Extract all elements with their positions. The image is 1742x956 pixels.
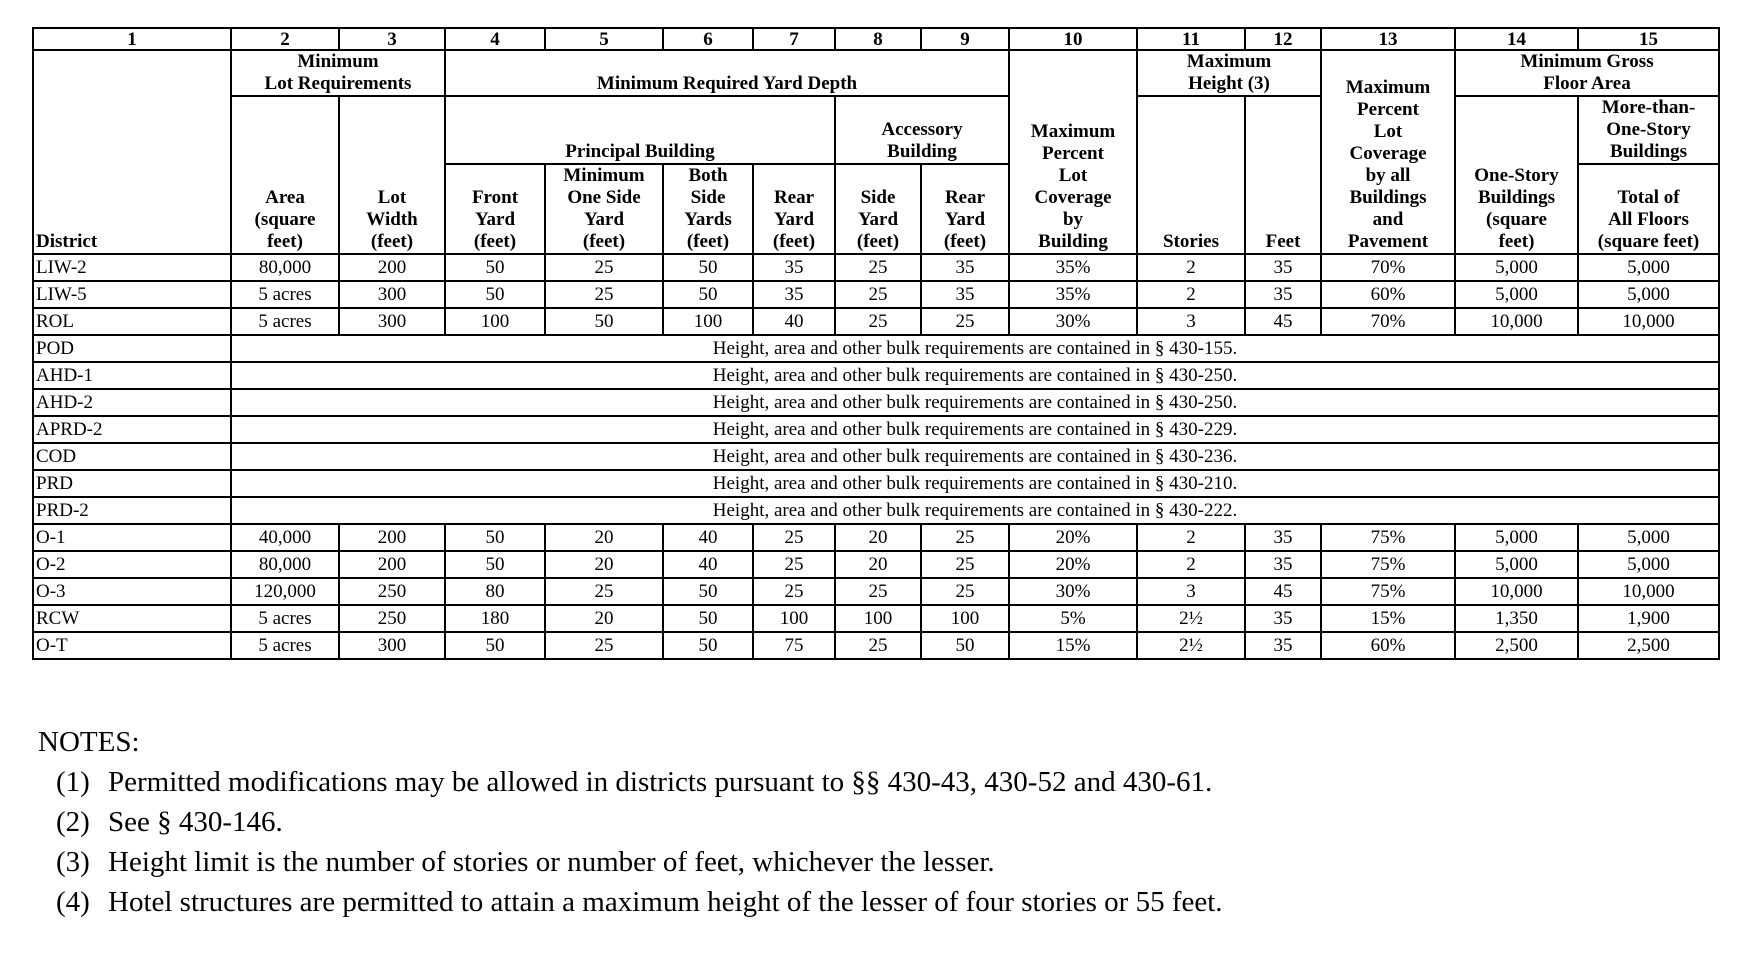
header-feet: Feet: [1245, 96, 1321, 254]
district-cell: PRD: [33, 470, 231, 497]
value-cell: 20: [545, 551, 663, 578]
value-cell: 5,000: [1578, 551, 1719, 578]
header-more-than-one-story: More-than- One-Story Buildings: [1578, 96, 1719, 164]
header-district: District: [33, 50, 231, 254]
value-cell: 300: [339, 632, 445, 659]
district-cell: COD: [33, 443, 231, 470]
value-cell: 200: [339, 524, 445, 551]
table-row: [33, 524, 1719, 551]
bulk-reference-note-cell: Height, area and other bulk requirements are contained in § 430-250.: [231, 362, 1719, 389]
value-cell: 1,350: [1455, 605, 1578, 632]
value-cell: 5,000: [1455, 254, 1578, 281]
value-cell: 25: [545, 578, 663, 605]
header-principal-building: Principal Building: [445, 96, 835, 164]
bulk-reference-note-cell: Height, area and other bulk requirements are contained in § 430-236.: [231, 443, 1719, 470]
value-cell: 20: [835, 524, 921, 551]
value-cell: 50: [921, 632, 1009, 659]
table-row: [33, 281, 1719, 308]
header-subgroup-row: [33, 96, 1719, 164]
header-rear-yard: Rear Yard (feet): [753, 164, 835, 254]
value-cell: 50: [663, 605, 753, 632]
value-cell: 20%: [1009, 551, 1137, 578]
value-cell: 25: [921, 524, 1009, 551]
note-text: Hotel structures are permitted to attain a maximum height of the lesser of four stories or 55 feet.: [108, 886, 1223, 918]
table-row: [33, 470, 1719, 497]
value-cell: 5 acres: [231, 605, 339, 632]
header-minimum-one-side-yard: Minimum One Side Yard (feet): [545, 164, 663, 254]
value-cell: 25: [921, 551, 1009, 578]
value-cell: 25: [921, 578, 1009, 605]
value-cell: 50: [663, 254, 753, 281]
value-cell: 50: [445, 524, 545, 551]
value-cell: 100: [445, 308, 545, 335]
value-cell: 100: [835, 605, 921, 632]
district-cell: APRD-2: [33, 416, 231, 443]
value-cell: 15%: [1321, 605, 1455, 632]
value-cell: 300: [339, 308, 445, 335]
value-cell: 40: [663, 524, 753, 551]
value-cell: 5 acres: [231, 308, 339, 335]
district-cell: O-T: [33, 632, 231, 659]
column-number: 15: [1578, 28, 1719, 50]
table-row: [33, 389, 1719, 416]
bulk-reference-note-cell: Height, area and other bulk requirements are contained in § 430-229.: [231, 416, 1719, 443]
value-cell: 70%: [1321, 254, 1455, 281]
header-both-side-yards: Both Side Yards (feet): [663, 164, 753, 254]
value-cell: 40: [663, 551, 753, 578]
value-cell: 100: [663, 308, 753, 335]
note-number: (1): [56, 766, 90, 798]
note-text: See § 430-146.: [108, 806, 283, 838]
value-cell: 35%: [1009, 254, 1137, 281]
value-cell: 25: [835, 632, 921, 659]
value-cell: 50: [445, 551, 545, 578]
column-number: 1: [33, 28, 231, 50]
value-cell: 10,000: [1578, 308, 1719, 335]
table-row: [33, 254, 1719, 281]
header-minimum-required-yard-depth: Minimum Required Yard Depth: [445, 50, 1009, 96]
header-max-lot-coverage-building: Maximum Percent Lot Coverage by Building: [1009, 50, 1137, 254]
district-cell: RCW: [33, 605, 231, 632]
value-cell: 2,500: [1455, 632, 1578, 659]
table-row: [33, 308, 1719, 335]
note-text: Permitted modifications may be allowed in districts pursuant to §§ 430-43, 430-52 and 430-61.: [108, 766, 1213, 798]
value-cell: 25: [545, 632, 663, 659]
column-number: 2: [231, 28, 339, 50]
bulk-reference-note-cell: Height, area and other bulk requirements are contained in § 430-155.: [231, 335, 1719, 362]
value-cell: 35: [1245, 632, 1321, 659]
table-row: [33, 497, 1719, 524]
value-cell: 40: [753, 308, 835, 335]
value-cell: 300: [339, 281, 445, 308]
value-cell: 35: [1245, 551, 1321, 578]
value-cell: 10,000: [1578, 578, 1719, 605]
value-cell: 25: [921, 308, 1009, 335]
header-max-lot-coverage-all: Maximum Percent Lot Coverage by all Buildings and Pavement: [1321, 50, 1455, 254]
header-accessory-building: Accessory Building: [835, 96, 1009, 164]
district-cell: O-1: [33, 524, 231, 551]
table-row: [33, 416, 1719, 443]
value-cell: 5,000: [1578, 254, 1719, 281]
value-cell: 5 acres: [231, 281, 339, 308]
note-number: (2): [56, 806, 90, 838]
note-item: [38, 882, 1698, 922]
value-cell: 40,000: [231, 524, 339, 551]
value-cell: 35: [1245, 605, 1321, 632]
value-cell: 35: [1245, 281, 1321, 308]
value-cell: 60%: [1321, 632, 1455, 659]
table-row: [33, 632, 1719, 659]
note-number: (3): [56, 846, 90, 878]
value-cell: 10,000: [1455, 308, 1578, 335]
column-number-row: [33, 28, 1719, 50]
header-stories: Stories: [1137, 96, 1245, 254]
value-cell: 15%: [1009, 632, 1137, 659]
value-cell: 50: [663, 281, 753, 308]
notes-title: NOTES:: [38, 726, 140, 758]
value-cell: 60%: [1321, 281, 1455, 308]
note-item: [38, 762, 1698, 802]
column-number: 12: [1245, 28, 1321, 50]
value-cell: 2½: [1137, 605, 1245, 632]
header-maximum-height: Maximum Height (3): [1137, 50, 1321, 96]
value-cell: 20: [545, 524, 663, 551]
column-number: 3: [339, 28, 445, 50]
column-number: 4: [445, 28, 545, 50]
value-cell: 180: [445, 605, 545, 632]
value-cell: 3: [1137, 308, 1245, 335]
table-row: [33, 578, 1719, 605]
value-cell: 2: [1137, 524, 1245, 551]
value-cell: 25: [835, 281, 921, 308]
notes-list: [38, 762, 1698, 922]
value-cell: 25: [753, 578, 835, 605]
value-cell: 75%: [1321, 551, 1455, 578]
district-cell: O-3: [33, 578, 231, 605]
column-number: 5: [545, 28, 663, 50]
value-cell: 50: [545, 308, 663, 335]
value-cell: 50: [663, 578, 753, 605]
value-cell: 25: [753, 524, 835, 551]
value-cell: 10,000: [1455, 578, 1578, 605]
value-cell: 30%: [1009, 578, 1137, 605]
column-number: 7: [753, 28, 835, 50]
value-cell: 200: [339, 551, 445, 578]
value-cell: 25: [835, 578, 921, 605]
district-cell: LIW-5: [33, 281, 231, 308]
value-cell: 50: [445, 254, 545, 281]
value-cell: 25: [835, 254, 921, 281]
header-minimum-lot-requirements: Minimum Lot Requirements: [231, 50, 445, 96]
column-number: 6: [663, 28, 753, 50]
note-text: Height limit is the number of stories or number of feet, whichever the lesser.: [108, 846, 995, 878]
value-cell: 80,000: [231, 551, 339, 578]
value-cell: 5,000: [1578, 281, 1719, 308]
value-cell: 25: [545, 254, 663, 281]
value-cell: 35%: [1009, 281, 1137, 308]
value-cell: 45: [1245, 578, 1321, 605]
value-cell: 75: [753, 632, 835, 659]
note-number: (4): [56, 886, 90, 918]
bulk-reference-note-cell: Height, area and other bulk requirements are contained in § 430-250.: [231, 389, 1719, 416]
district-cell: AHD-2: [33, 389, 231, 416]
value-cell: 50: [445, 281, 545, 308]
header-accessory-rear-yard: Rear Yard (feet): [921, 164, 1009, 254]
value-cell: 5,000: [1455, 551, 1578, 578]
table-row: [33, 551, 1719, 578]
value-cell: 25: [545, 281, 663, 308]
district-cell: LIW-2: [33, 254, 231, 281]
district-cell: POD: [33, 335, 231, 362]
header-accessory-side-yard: Side Yard (feet): [835, 164, 921, 254]
value-cell: 3: [1137, 578, 1245, 605]
district-cell: O-2: [33, 551, 231, 578]
value-cell: 100: [753, 605, 835, 632]
header-group-row: [33, 50, 1719, 96]
bulk-requirements-table: [32, 27, 1720, 660]
value-cell: 20: [545, 605, 663, 632]
notes-section: [38, 722, 1698, 922]
value-cell: 35: [753, 281, 835, 308]
value-cell: 5,000: [1455, 524, 1578, 551]
table-row: [33, 605, 1719, 632]
value-cell: 120,000: [231, 578, 339, 605]
header-front-yard: Front Yard (feet): [445, 164, 545, 254]
column-number: 14: [1455, 28, 1578, 50]
value-cell: 25: [753, 551, 835, 578]
value-cell: 5 acres: [231, 632, 339, 659]
value-cell: 2: [1137, 551, 1245, 578]
value-cell: 75%: [1321, 578, 1455, 605]
value-cell: 200: [339, 254, 445, 281]
table-row: [33, 335, 1719, 362]
value-cell: 5%: [1009, 605, 1137, 632]
value-cell: 2: [1137, 281, 1245, 308]
value-cell: 45: [1245, 308, 1321, 335]
value-cell: 80,000: [231, 254, 339, 281]
column-number: 8: [835, 28, 921, 50]
value-cell: 250: [339, 578, 445, 605]
value-cell: 35: [921, 254, 1009, 281]
table-body: [33, 254, 1719, 659]
bulk-reference-note-cell: Height, area and other bulk requirements are contained in § 430-210.: [231, 470, 1719, 497]
table-row: [33, 362, 1719, 389]
district-cell: PRD-2: [33, 497, 231, 524]
value-cell: 2½: [1137, 632, 1245, 659]
value-cell: 35: [1245, 254, 1321, 281]
value-cell: 2: [1137, 254, 1245, 281]
value-cell: 100: [921, 605, 1009, 632]
value-cell: 75%: [1321, 524, 1455, 551]
value-cell: 50: [663, 632, 753, 659]
bulk-reference-note-cell: Height, area and other bulk requirements are contained in § 430-222.: [231, 497, 1719, 524]
header-area: Area (square feet): [231, 96, 339, 254]
value-cell: 25: [835, 308, 921, 335]
value-cell: 250: [339, 605, 445, 632]
bulk-requirements-table-container: [32, 27, 1718, 660]
column-number: 13: [1321, 28, 1455, 50]
value-cell: 5,000: [1455, 281, 1578, 308]
district-cell: ROL: [33, 308, 231, 335]
value-cell: 80: [445, 578, 545, 605]
value-cell: 70%: [1321, 308, 1455, 335]
value-cell: 35: [1245, 524, 1321, 551]
value-cell: 50: [445, 632, 545, 659]
header-one-story-buildings: One-Story Buildings (square feet): [1455, 96, 1578, 254]
value-cell: 5,000: [1578, 524, 1719, 551]
value-cell: 1,900: [1578, 605, 1719, 632]
note-item: [38, 802, 1698, 842]
header-total-all-floors: Total of All Floors (square feet): [1578, 164, 1719, 254]
note-item: [38, 842, 1698, 882]
value-cell: 35: [753, 254, 835, 281]
district-cell: AHD-1: [33, 362, 231, 389]
value-cell: 20: [835, 551, 921, 578]
column-number: 9: [921, 28, 1009, 50]
header-lot-width: Lot Width (feet): [339, 96, 445, 254]
column-number: 11: [1137, 28, 1245, 50]
header-minimum-gross-floor-area: Minimum Gross Floor Area: [1455, 50, 1719, 96]
value-cell: 20%: [1009, 524, 1137, 551]
value-cell: 2,500: [1578, 632, 1719, 659]
value-cell: 30%: [1009, 308, 1137, 335]
column-number: 10: [1009, 28, 1137, 50]
table-row: [33, 443, 1719, 470]
value-cell: 35: [921, 281, 1009, 308]
